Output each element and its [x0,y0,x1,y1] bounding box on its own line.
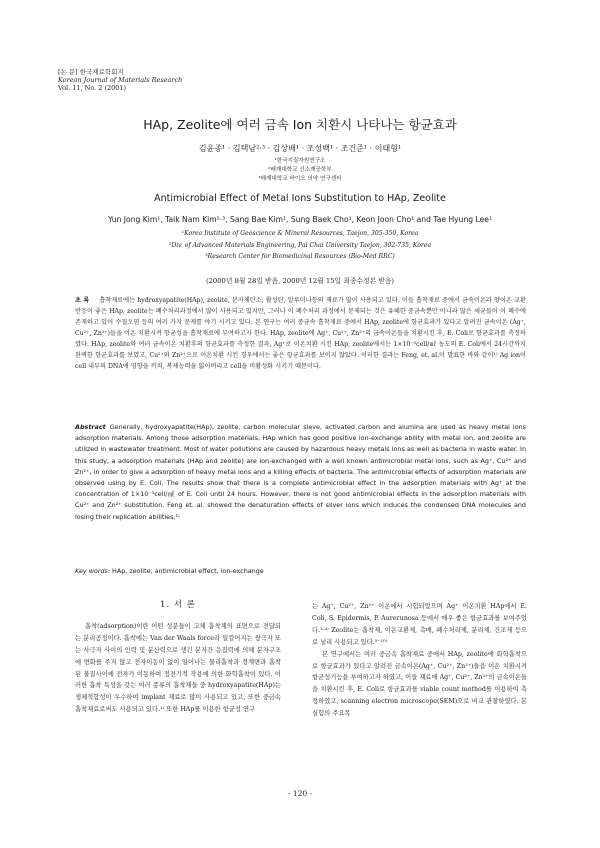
intro-paragraph-continued: 는 Ag⁺, Cu²⁺, Zn²⁺ 이온에서 시험되었으며 Ag⁺ 이온치환 HAp에서 E. Coli, S. Epidermis, P. Aurегunosa 등에서 매우 좋은 항균효과를 보여주었다.³·⁴⁾ Zeolite는 흡착제, 이온교환제, 촉매, 폐수처리제, 분리제, 건조제 등으로 널리 사용되고 있다.⁵⁻¹⁰⁾ [312,603,527,646]
affiliation-en-1: ¹Korea Institute of Geoscience & Mineral Resources, Taejon, 305-350, Korea [181,230,419,237]
keywords-text: : HAp, zeolite, antimicrobial effect, ion-exchange [107,567,264,575]
keywords [75,567,526,575]
abstract-english [75,422,526,523]
page-number: - 120 - [287,789,313,798]
affiliations-english [0,228,600,263]
abstract-korean-text: 흡착재료에는 hydroxyapatite(HAp), zeolite, 분자체탄소, 활성탄, 알루미나등의 재료가 많이 사용되고 있다. 이들 흡착재료 중에서 금속이온과 양이온 교환반응이 좋은 HAp, zeolite는 폐수처리과정에서 많이 사용되고 있지만, 그러나 이 폐수처리 과정에서 문제되는 것은 유해한 중금속뿐만 아니라 많은 세균들이 이 폐수에 존재하고 있어 수질오염 등의 여러 가지 문제를 야기 시키고 있다. 본 연구는 여러 중금속 흡착재료 중에서 HAp, zeolite에 항균효과가 있다고 알려진 금속이온 (Ag⁺, Cu²⁺, Zn²⁺)들을 이온 치환시켜 항균성을 흡착재료에 부여하고자 한다. HAp, zeolite에 Ag⁺, Cu²⁺, Zn²⁺의 금속이온들을 치환시킨 후, E. Coli로 항균효과를 측정하였다. HAp, zeolite와 여러 금속이온 치환후의 항균효과를 측정한 결과, Ag⁺로 이온치환 시킨 HAp, zeolite에서는 1×10⁻⁵cell/㎖ 농도의 E. Coli에서 24시간까지 완벽한 항균효과를 보였고, Cu²⁺와 Zn²⁺으로 이온치환 시킨 경우에서는 좋은 항균효과를 보이지 않았다. 이러한 결과는 Feng, et. al.이 발표한 바와 같이¹⁾ Ag ion이 cell 내부의 DNA에 영향을 끼쳐, 복제능력을 잃어버리고 cell을 비활성화 시키기 때문이다. [75,297,526,370]
affiliation-ko-1: ¹한국지질자원연구소 [274,158,326,164]
affiliations-korean [0,157,600,184]
abstract-english-label: Abstract [75,423,106,431]
journal-name: Korean Journal of Materials Research [58,76,183,84]
column-left [75,600,281,716]
authors-english: Yun Jong Kim¹, Taik Nam Kim²·³, Sang Bae Kim¹, Sung Baek Cho¹, Keon Joon Cho¹ and Tae Hyung Lee¹ [108,215,492,224]
authors-korean: 김윤종¹ · 김택남²·³ · 김상배¹ · 조성백¹ · 조건준¹ · 이태형¹ [198,144,402,153]
title-korean: HAp, Zeolite에 여러 금속 Ion 치환시 나타나는 항균효과 [143,117,457,132]
received-dates: (2000년 8월 28일 받음, 2000년 12월 15일 최종수정본 받음) [205,277,395,285]
abstract-english-text: Generally, hydroxyapatite(HAp), zeolite, carbon molecular sieve, activated carbon and alumina are used as heavy metal ions adsorption materials. Among those adsorption materials, HAp which has good positive ion-exchange ability with metal ion, and zeolite are utilized in wastewater treatment. Most of water pollutions are caused by hazardous heavy metals ions as well as bacteria in waste water. In this study, a adsorption materials (HAp and zeolite) are ion-exchanged with a well known antimicrobial metal ions, such as Ag⁺, Cu²⁺ and Zn²⁺, in order to give a adsorption of heavy metal ions and a killing effects of bacteria. The antimicrobial effects of adsorption materials are observed using by E. Coli. The results show that there is a complete antimicrobial effect in the adsorption materials with Ag⁺ at the concentration of 1×10⁻⁵cell/㎖ of E. Coli until 24 hours. However, there is not good antimicrobial effects in the adsorption materials with Cu²⁺ and Zn²⁺ substitution. Feng et. al. showed the denaturation effects of silver ions which induces the condensed DNA molecules and losing their replication abilities.¹⁾ [75,423,526,521]
affiliation-en-2: ²Div. of Advanced Materials Engineering, Pai Chai University Taejon, 302-735, Korea [168,241,432,249]
affiliation-ko-2: ²배재대학교 신소재공학부 [268,167,332,173]
title-english: Antimicrobial Effect of Metal Ions Substitution to HAp, Zeolite [154,193,446,204]
affiliation-ko-3: ³배재대학교 바이오 의약 연구센터 [258,176,342,182]
affiliation-en-3: ³Research Center for Biomedicinal Resources (Bio-Med RRC) [205,253,395,260]
column-right [312,601,527,720]
abstract-korean-label: 초 록 [75,297,90,304]
intro-paragraph-2: 본 연구에서는 여러 중금속 흡착재료 중에서 HAp, zeolite에 화학흡착으로 항균효과가 있다고 알려진 금속이온(Ag⁺, Cu²⁺, Zn²⁺)들을 이온 치환시켜 항균성기능을 부여하고자 하였고, 이들 재료에 Ag⁺, Cu²⁺, Zn²⁺의 금속이온들을 치환시킨 후, E. Coli로 항균효과를 viable count method를 이용하여 측정하였고, scanning electron microscope(SEM)으로 비교 관찰하였다. 본 실험의 주요목 [312,650,527,718]
journal-category: [논 문] 한국재료학회지 [58,68,124,76]
keywords-label: Key words [75,567,108,575]
journal-header [58,68,182,92]
intro-paragraph-1: 흡착(adsorption)이란 어떤 성분들이 고체 흡착제의 표면으로 전달되는 분리공정이다. 흡착에는 Van der Waals force라 일컬어지는 쌍극자 또는 사극자 사이의 인력 및 분산력으로 생긴 분자간 응집력에 의해 분자구조에 변화를 주지 않고 전자이동이 없이 일어나는 물리흡착과 경계면과 흡착된 물질사이에 전자가 이동하여 정전기적 작용에 의한 화학흡착이 있다. 이러한 흡착 특성을 갖는 여러 종류의 흡착제들 중 hydroxyapatite(HAp)는 생체적합성이 우수하여 implant 재료로 많이 사용되고 있고, 또한 중금속 흡착재료로써도 사용되고 있다.¹⁾ 또한 HAp를 이용한 항균성 연구 [75,622,281,714]
abstract-korean [75,295,526,372]
section-heading-introduction: 1. 서 론 [160,600,196,610]
journal-volume: Vol. 11, No. 2 (2001) [58,84,127,92]
